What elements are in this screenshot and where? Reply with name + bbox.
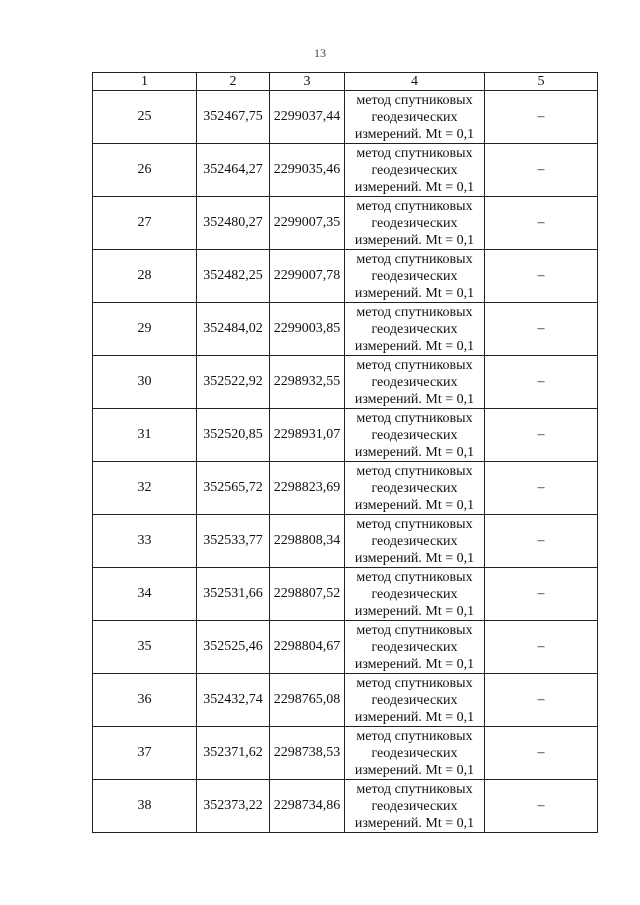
coordinate-x: 352522,92 (197, 356, 270, 409)
note-cell: – (485, 197, 598, 250)
method-line-1: метод спутниковых (356, 251, 473, 267)
header-col-4: 4 (345, 73, 485, 91)
coordinate-y: 2299035,46 (270, 144, 345, 197)
table-row (93, 568, 598, 621)
method-cell (345, 674, 485, 727)
method-line-1: метод спутниковых (356, 92, 473, 108)
method-line-2: геодезических (371, 374, 458, 390)
coordinate-y: 2299007,78 (270, 250, 345, 303)
note-cell: – (485, 356, 598, 409)
coordinates-table (92, 72, 598, 833)
point-number: 26 (93, 144, 197, 197)
coordinate-x: 352464,27 (197, 144, 270, 197)
note-cell: – (485, 727, 598, 780)
note-cell: – (485, 144, 598, 197)
method-line-3: измерений. Mt = 0,1 (354, 444, 475, 460)
note-cell: – (485, 303, 598, 356)
table-row (93, 197, 598, 250)
point-number: 35 (93, 621, 197, 674)
method-line-3: измерений. Mt = 0,1 (354, 232, 475, 248)
method-line-1: метод спутниковых (356, 781, 473, 797)
method-line-1: метод спутниковых (356, 198, 473, 214)
header-col-2: 2 (197, 73, 270, 91)
method-line-2: геодезических (371, 321, 458, 337)
point-number: 30 (93, 356, 197, 409)
method-line-3: измерений. Mt = 0,1 (354, 338, 475, 354)
table-header-row (93, 73, 598, 91)
table-row (93, 462, 598, 515)
table-row (93, 144, 598, 197)
method-cell (345, 303, 485, 356)
note-cell: – (485, 674, 598, 727)
method-line-3: измерений. Mt = 0,1 (354, 285, 475, 301)
method-cell (345, 356, 485, 409)
note-cell: – (485, 462, 598, 515)
coordinate-x: 352371,62 (197, 727, 270, 780)
coordinate-y: 2298804,67 (270, 621, 345, 674)
table-body (93, 91, 598, 833)
method-line-1: метод спутниковых (356, 410, 473, 426)
method-line-2: геодезических (371, 798, 458, 814)
point-number: 36 (93, 674, 197, 727)
point-number: 32 (93, 462, 197, 515)
table-row (93, 621, 598, 674)
table-row (93, 674, 598, 727)
method-cell (345, 568, 485, 621)
note-cell: – (485, 409, 598, 462)
method-cell (345, 91, 485, 144)
method-line-3: измерений. Mt = 0,1 (354, 603, 475, 619)
table-row (93, 303, 598, 356)
coordinate-y: 2298808,34 (270, 515, 345, 568)
coordinate-y: 2299037,44 (270, 91, 345, 144)
table-row (93, 727, 598, 780)
header-col-3: 3 (270, 73, 345, 91)
method-cell (345, 409, 485, 462)
note-cell: – (485, 91, 598, 144)
note-cell: – (485, 621, 598, 674)
method-line-3: измерений. Mt = 0,1 (354, 126, 475, 142)
table-row (93, 409, 598, 462)
method-line-2: геодезических (371, 745, 458, 761)
method-line-2: геодезических (371, 162, 458, 178)
coordinate-y: 2299007,35 (270, 197, 345, 250)
note-cell: – (485, 515, 598, 568)
page-number: 13 (314, 46, 326, 60)
method-line-3: измерений. Mt = 0,1 (354, 497, 475, 513)
point-number: 33 (93, 515, 197, 568)
table-row (93, 91, 598, 144)
coordinate-x: 352533,77 (197, 515, 270, 568)
coordinate-x: 352565,72 (197, 462, 270, 515)
method-line-3: измерений. Mt = 0,1 (354, 762, 475, 778)
coordinate-x: 352482,25 (197, 250, 270, 303)
method-cell (345, 621, 485, 674)
coordinate-x: 352525,46 (197, 621, 270, 674)
note-cell: – (485, 568, 598, 621)
coordinate-x: 352480,27 (197, 197, 270, 250)
coordinate-x: 352484,02 (197, 303, 270, 356)
method-cell (345, 727, 485, 780)
coordinate-y: 2299003,85 (270, 303, 345, 356)
coordinate-x: 352373,22 (197, 780, 270, 833)
method-line-2: геодезических (371, 427, 458, 443)
method-line-2: геодезических (371, 639, 458, 655)
coordinate-x: 352520,85 (197, 409, 270, 462)
table-row (93, 356, 598, 409)
coordinate-y: 2298931,07 (270, 409, 345, 462)
coordinate-x: 352531,66 (197, 568, 270, 621)
method-cell (345, 144, 485, 197)
method-line-3: измерений. Mt = 0,1 (354, 656, 475, 672)
method-line-1: метод спутниковых (356, 145, 473, 161)
method-line-1: метод спутниковых (356, 516, 473, 532)
method-cell (345, 515, 485, 568)
method-line-1: метод спутниковых (356, 569, 473, 585)
method-line-2: геодезических (371, 586, 458, 602)
point-number: 27 (93, 197, 197, 250)
point-number: 34 (93, 568, 197, 621)
table-row (93, 515, 598, 568)
method-line-2: геодезических (371, 268, 458, 284)
method-line-1: метод спутниковых (356, 622, 473, 638)
method-line-1: метод спутниковых (356, 463, 473, 479)
header-col-5: 5 (485, 73, 598, 91)
coordinate-x: 352432,74 (197, 674, 270, 727)
method-line-3: измерений. Mt = 0,1 (354, 391, 475, 407)
note-cell: – (485, 250, 598, 303)
method-line-2: геодезических (371, 215, 458, 231)
method-line-2: геодезических (371, 109, 458, 125)
point-number: 37 (93, 727, 197, 780)
coordinate-y: 2298765,08 (270, 674, 345, 727)
point-number: 28 (93, 250, 197, 303)
method-line-1: метод спутниковых (356, 357, 473, 373)
method-line-1: метод спутниковых (356, 675, 473, 691)
method-line-2: геодезических (371, 692, 458, 708)
method-cell (345, 197, 485, 250)
method-line-1: метод спутниковых (356, 304, 473, 320)
point-number: 38 (93, 780, 197, 833)
point-number: 25 (93, 91, 197, 144)
note-cell: – (485, 780, 598, 833)
coordinate-y: 2298738,53 (270, 727, 345, 780)
point-number: 31 (93, 409, 197, 462)
coordinate-y: 2298734,86 (270, 780, 345, 833)
method-line-2: геодезических (371, 533, 458, 549)
table-row (93, 250, 598, 303)
method-cell (345, 780, 485, 833)
method-line-2: геодезических (371, 480, 458, 496)
method-cell (345, 250, 485, 303)
method-cell (345, 462, 485, 515)
method-line-1: метод спутниковых (356, 728, 473, 744)
coordinate-y: 2298932,55 (270, 356, 345, 409)
header-col-1: 1 (93, 73, 197, 91)
method-line-3: измерений. Mt = 0,1 (354, 179, 475, 195)
coordinate-y: 2298823,69 (270, 462, 345, 515)
coordinate-y: 2298807,52 (270, 568, 345, 621)
method-line-3: измерений. Mt = 0,1 (354, 550, 475, 566)
table-row (93, 780, 598, 833)
coordinate-x: 352467,75 (197, 91, 270, 144)
method-line-3: измерений. Mt = 0,1 (354, 815, 475, 831)
point-number: 29 (93, 303, 197, 356)
method-line-3: измерений. Mt = 0,1 (354, 709, 475, 725)
